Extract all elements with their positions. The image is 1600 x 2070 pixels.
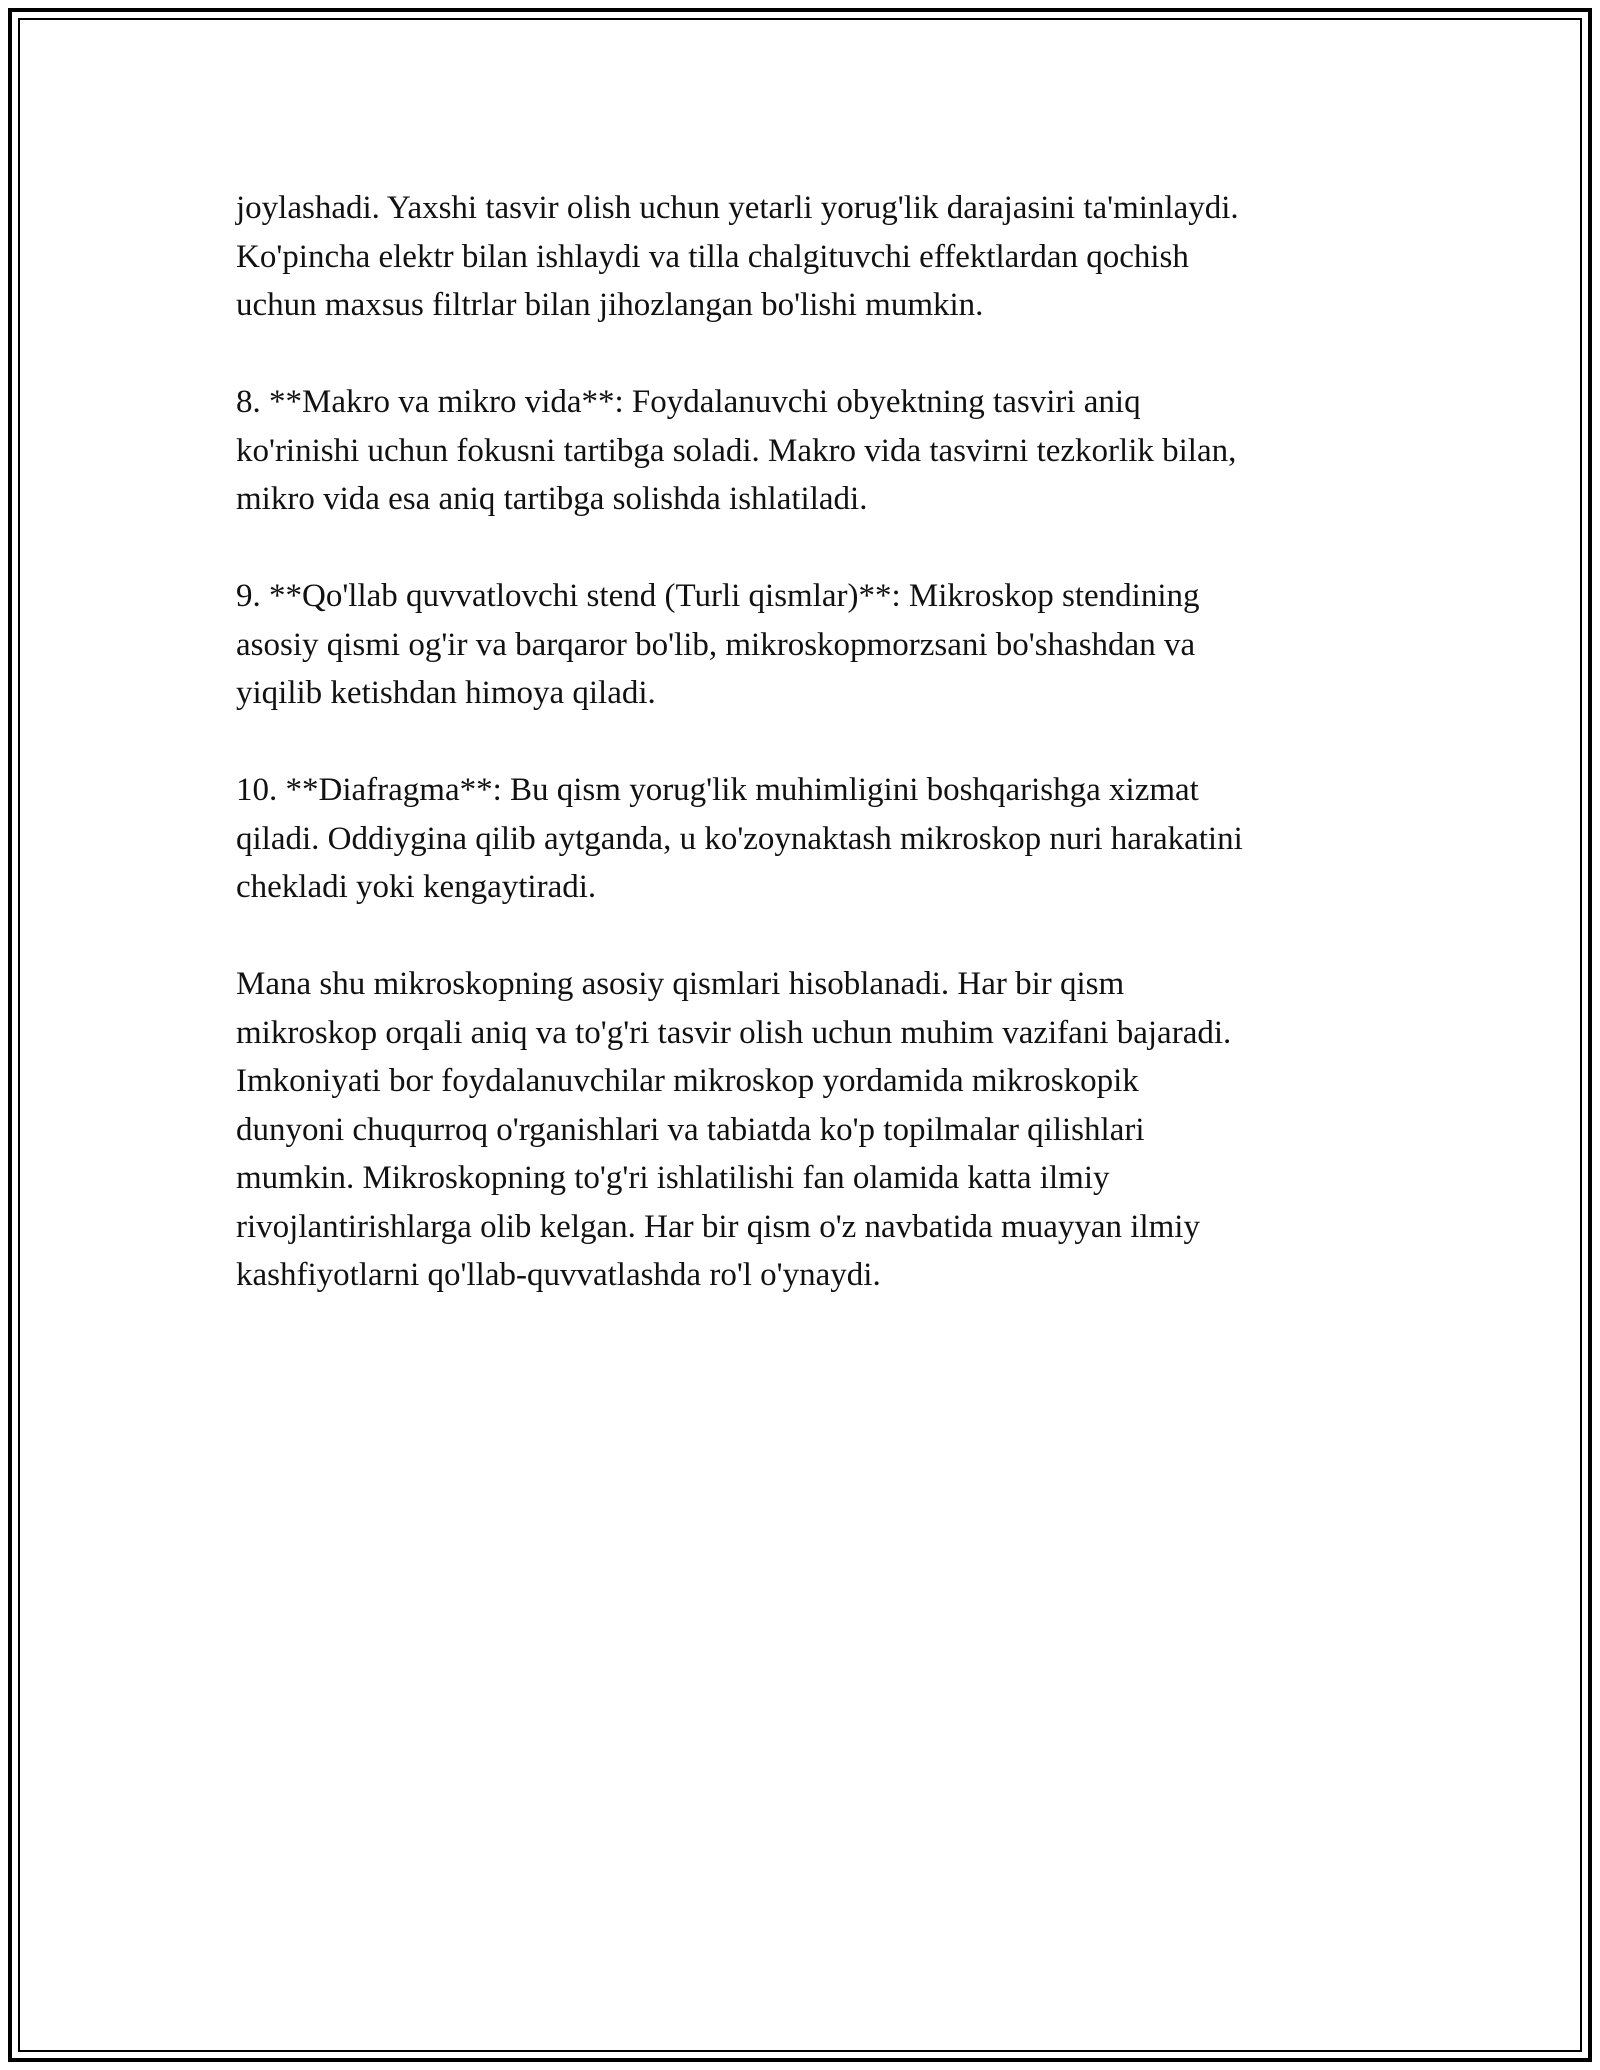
text-line: Ko'pincha elektr bilan ishlaydi va tilla chalgituvchi effektlardan qochish: [236, 238, 1189, 275]
text-line: qiladi. Oddiygina qilib aytganda, u ko'zoynaktash mikroskop nuri harakatini: [236, 820, 1243, 857]
text-line: 9. **Qo'llab quvvatlovchi stend (Turli qismlar)**: Mikroskop stendining: [236, 578, 1200, 614]
paragraph-item-10: [236, 766, 1366, 912]
text-line: joylashadi. Yaxshi tasvir olish uchun yetarli yorug'lik darajasini ta'minlaydi.: [236, 190, 1239, 226]
paragraph-conclusion: [236, 960, 1366, 1300]
document-body: [236, 184, 1366, 1348]
text-line: dunyoni chuqurroq o'rganishlari va tabiatda ko'p topilmalar qilishlari: [236, 1111, 1145, 1148]
text-line: mikroskop orqali aniq va to'g'ri tasvir olish uchun muhim vazifani bajaradi.: [236, 1014, 1232, 1051]
text-line: 8. **Makro va mikro vida**: Foydalanuvchi obyektning tasviri aniq: [236, 384, 1141, 420]
text-line: Imkoniyati bor foydalanuvchilar mikroskop yordamida mikroskopik: [236, 1063, 1139, 1099]
text-line: chekladi yoki kengaytiradi.: [236, 869, 597, 905]
text-line: asosiy qismi og'ir va barqaror bo'lib, mikroskopmorzsani bo'shashdan va: [236, 626, 1196, 663]
text-line: uchun maxsus filtrlar bilan jihozlangan bo'lishi mumkin.: [236, 287, 984, 323]
text-line: 10. **Diafragma**: Bu qism yorug'lik muhimligini boshqarishga xizmat: [236, 772, 1199, 808]
paragraph-light-source-continued: [236, 184, 1366, 330]
text-line: Mana shu mikroskopning asosiy qismlari hisoblanadi. Har bir qism: [236, 966, 1125, 1002]
text-line: kashfiyotlarni qo'llab-quvvatlashda ro'l o'ynaydi.: [236, 1257, 881, 1293]
text-line: rivojlantirishlarga olib kelgan. Har bir qism o'z navbatida muayyan ilmiy: [236, 1208, 1200, 1245]
text-line: ko'rinishi uchun fokusni tartibga soladi. Makro vida tasvirni tezkorlik bilan,: [236, 432, 1237, 469]
paragraph-item-9: [236, 572, 1366, 718]
text-line: mikro vida esa aniq tartibga solishda ishlatiladi.: [236, 481, 868, 517]
text-line: mumkin. Mikroskopning to'g'ri ishlatilishi fan olamida katta ilmiy: [236, 1160, 1110, 1196]
text-line: yiqilib ketishdan himoya qiladi.: [236, 675, 656, 711]
paragraph-item-8: [236, 378, 1366, 524]
